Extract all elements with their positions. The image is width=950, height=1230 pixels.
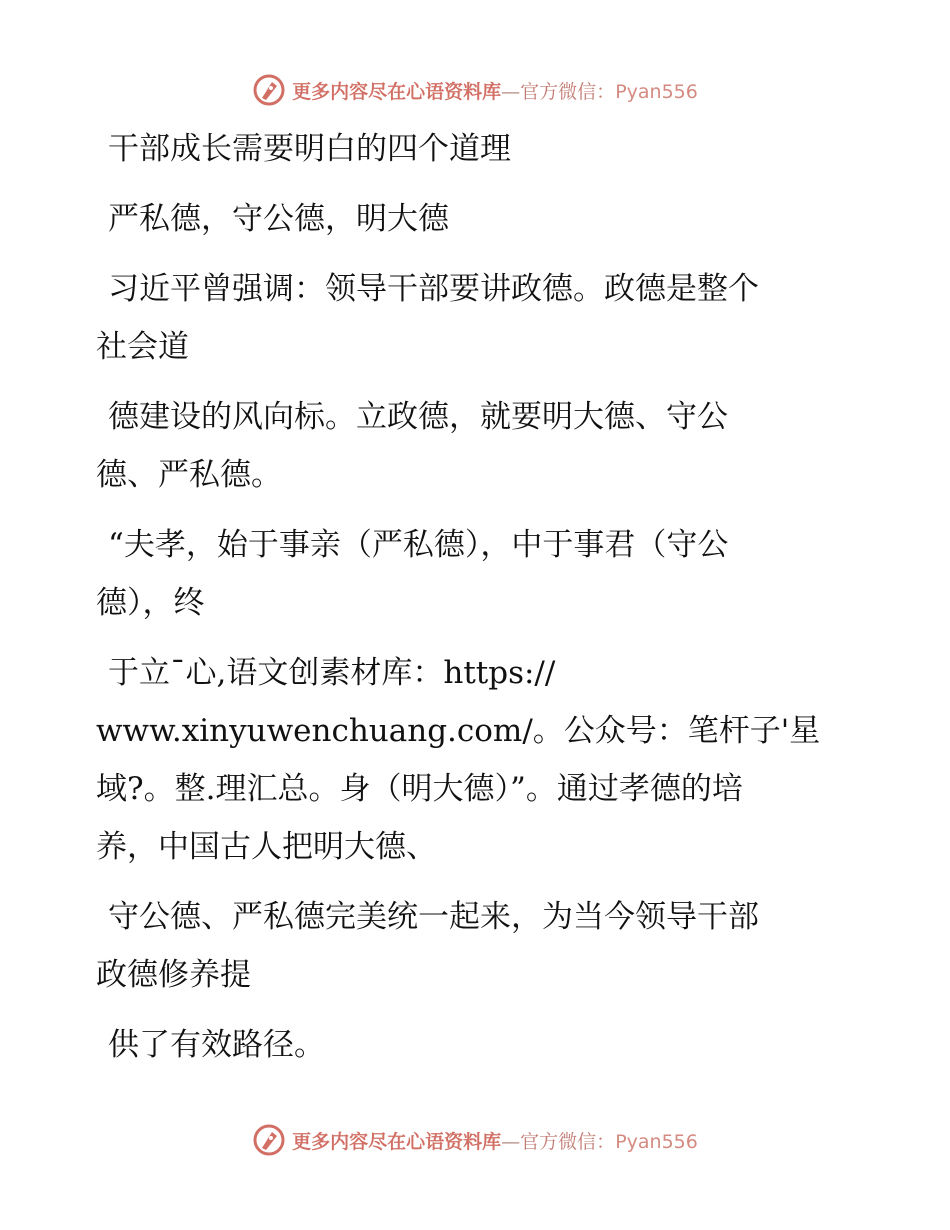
paragraph-3: “夫孝，始于事亲（严私德），中于事君（守公 德），终 (96, 527, 729, 621)
paragraph-5: 守公德、严私德完美统一起来，为当今领导干部 政德修养提 (96, 899, 759, 993)
pen-nib-circle-icon (252, 1123, 286, 1157)
document-heading: 严私德，守公德，明大德 (108, 201, 449, 237)
paragraph-2: 德建设的风向标。立政德，就要明大德、守公 德、严私德。 (96, 399, 728, 493)
watermark-id: Pyan556 (615, 80, 698, 103)
watermark-label: 官方微信： (520, 1130, 616, 1153)
watermark-dash: — (501, 1130, 521, 1153)
document-body (96, 120, 856, 1074)
pen-nib-circle-icon (252, 73, 286, 107)
watermark-label: 官方微信： (520, 80, 616, 103)
paragraph-6: 供了有效路径。 (108, 1027, 325, 1063)
document-title: 干部成长需要明白的四个道理 (108, 131, 511, 167)
watermark-text (292, 1127, 698, 1154)
paragraph-1: 习近平曾强调：领导干部要讲政德。政德是整个 社会道 (96, 271, 759, 365)
paragraph-4: 于立¯心,语文创素材库：https:// www.xinyuwenchuang.com/。公众号：笔杆子'星 域?。整.理汇总。身（明大德）”。通过孝德的培 养，中国古人把明大德、 (96, 655, 821, 865)
footer-watermark (0, 1120, 950, 1160)
watermark-brand: 更多内容尽在心语资料库 (292, 80, 502, 103)
header-watermark (0, 70, 950, 110)
watermark-text (292, 77, 698, 104)
watermark-id: Pyan556 (615, 1130, 698, 1153)
watermark-dash: — (501, 80, 521, 103)
watermark-brand: 更多内容尽在心语资料库 (292, 1130, 502, 1153)
